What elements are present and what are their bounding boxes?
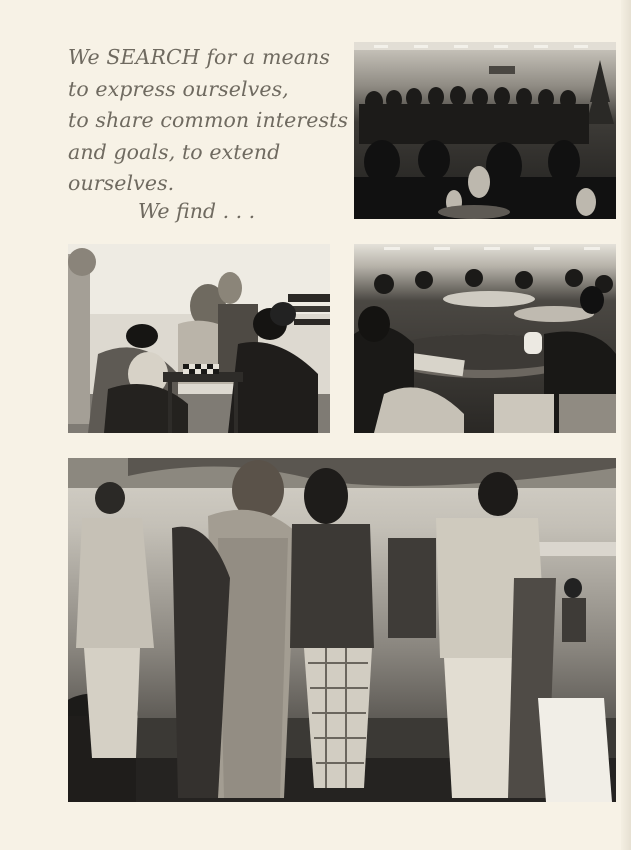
photo-checkers-game bbox=[68, 244, 330, 433]
intro-line-1: We SEARCH for a means bbox=[68, 45, 330, 69]
photo-friends-hugging bbox=[68, 458, 616, 802]
closing-caption: We find . . . bbox=[138, 199, 256, 223]
intro-line-3: to share common interests bbox=[68, 108, 349, 132]
photo-cafeteria-tables-image bbox=[354, 244, 616, 433]
intro-line-4: and goals, to extend bbox=[68, 139, 281, 164]
photo-crowded-gathering-image bbox=[354, 42, 616, 219]
photo-cafeteria-tables bbox=[354, 244, 616, 433]
photo-crowded-gathering bbox=[354, 42, 616, 219]
intro-caption bbox=[68, 42, 348, 200]
page-edge bbox=[621, 0, 631, 850]
photo-friends-hugging-image bbox=[68, 458, 616, 802]
intro-line-2: to express ourselves, bbox=[68, 76, 289, 101]
photo-checkers-game-image bbox=[68, 244, 330, 433]
intro-line-5: ourselves. bbox=[68, 171, 175, 195]
